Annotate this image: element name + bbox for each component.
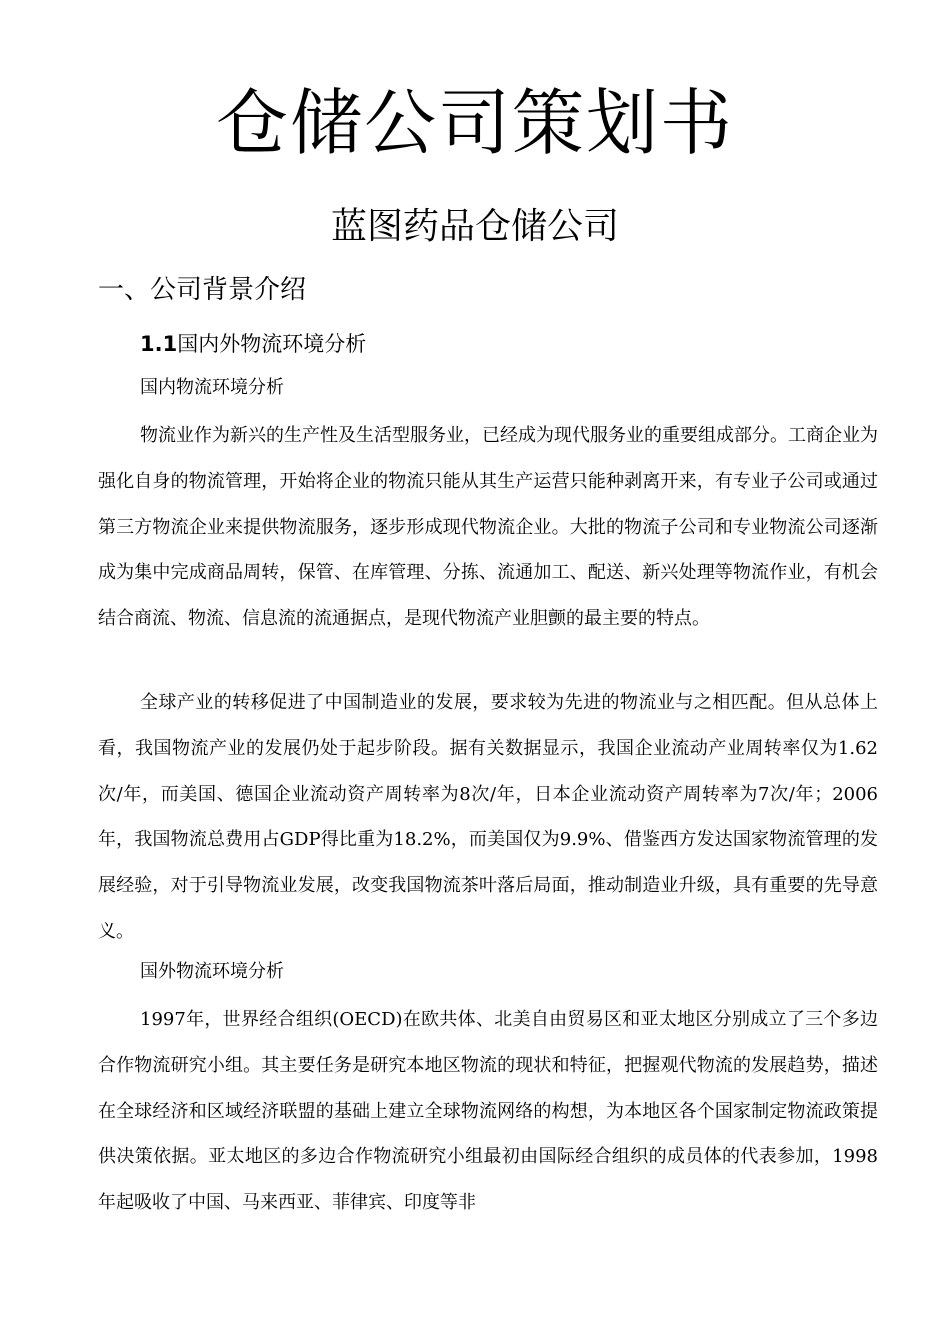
company-name-subtitle: 蓝图药品仓储公司 <box>330 206 619 247</box>
document-title: 仓储公司策划书 <box>215 81 734 165</box>
heading-domestic-logistics: 国内物流环境分析 <box>140 377 284 398</box>
heading-foreign-logistics: 国外物流环境分析 <box>140 961 284 982</box>
paragraph-domestic-1: 物流业作为新兴的生产性及生活型服务业，已经成为现代服务业的重要组成部分。工商企业为强化自身的物流管理，开始将企业的物流只能从其生产运营只能种剥离开来，有专业子公司或通过第三方物流企业来提供物流服务，逐步形成现代物流企业。大批的物流子公司和专业物流公司逐渐成为集中完成商品周转，保管、在库管理、分拣、流通加工、配送、新兴处理等物流作业，有机会结合商流、物流、信息流的流通据点，是现代物流产业胆颤的最主要的特点。 <box>98 425 878 630</box>
subsection-heading-text: 国内外物流环境分析 <box>177 332 367 356</box>
subsection-number: 1.1 <box>140 332 178 356</box>
paragraph-foreign-1: 1997年，世界经合组织(OECD)在欧共体、北美自由贸易区和亚太地区分别成立了三个多边合作物流研究小组。其主要任务是研究本地区物流的现状和特征，把握观代物流的发展趋势，描述在全球经济和区域经济联盟的基础上建立全球物流网络的构想，为本地区各个国家制定物流政策提供决策依据。亚太地区的多边合作物流研究小组最初由国际经合组织的成员体的代表参加，1998年起吸收了中国、马来西亚、菲律宾、印度等非 <box>98 1009 878 1214</box>
section-heading-company-background: 一、公司背景介绍 <box>98 275 307 305</box>
paragraph-domestic-2: 全球产业的转移促进了中国制造业的发展，要求较为先进的物流业与之相匹配。但从总体上看，我国物流产业的发展仍处于起步阶段。据有关数据显示，我国企业流动产业周转率仅为1.62次/年，而美国、德国企业流动资产周转率为8次/年，日本企业流动资产周转率为7次/年；2006年，我国物流总费用占GDP得比重为18.2%，而美国仅为9.9%、借鉴西方发达国家物流管理的发展经验，对于引导物流业发展，改变我国物流茶叶落后局面，推动制造业升级，具有重要的先导意义。 <box>98 692 878 942</box>
subsection-heading-logistics-environment <box>140 328 366 360</box>
